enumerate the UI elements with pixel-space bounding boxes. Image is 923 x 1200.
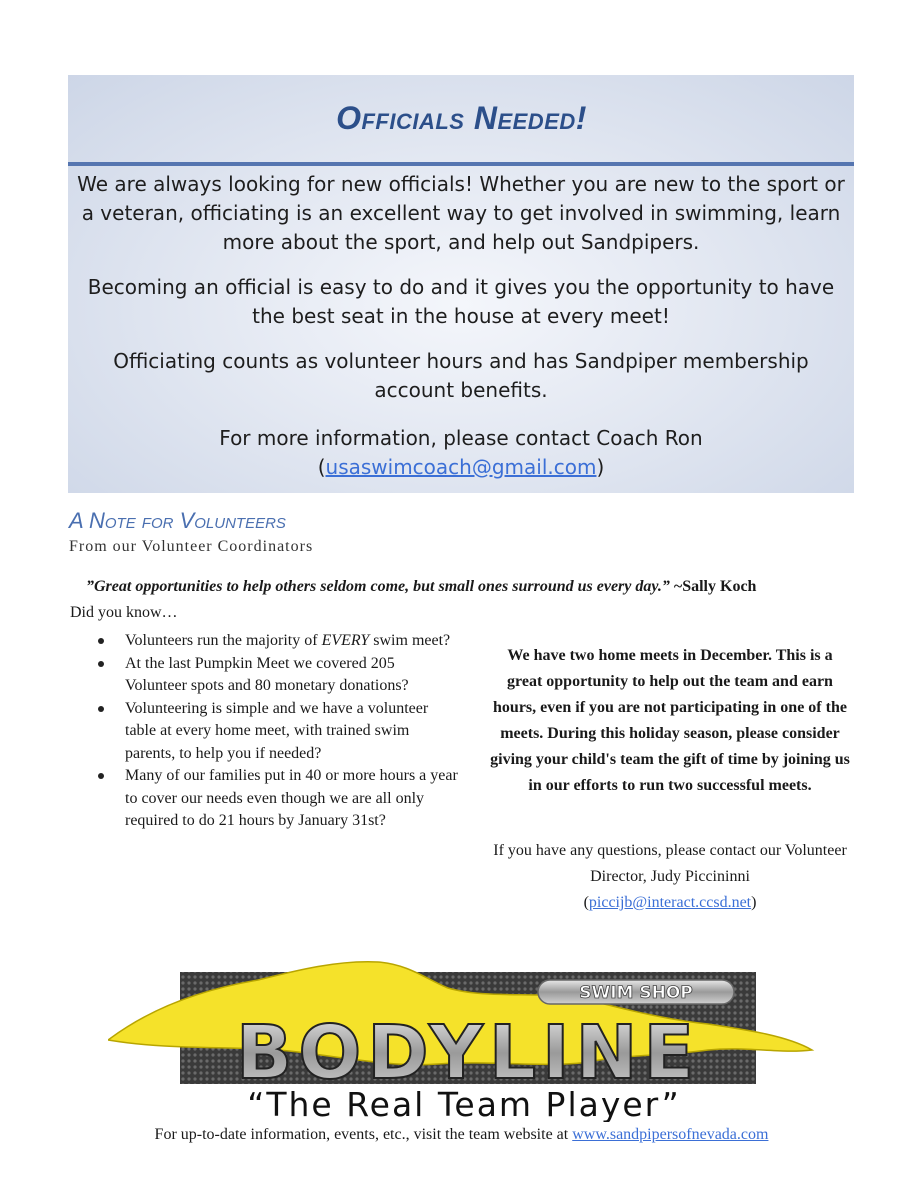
officials-paragraph-2: Becoming an official is easy to do and it gives you the opportunity to have the best seat in the house at every meet! [87,275,835,328]
facts-list [98,630,458,833]
paren-open: ( [317,455,326,479]
bullet-icon [98,773,104,779]
officials-paragraph-3: Officiating counts as volunteer hours and has Sandpiper membership account benefits. [113,349,809,402]
paren-close: ) [751,894,757,911]
quote-text: ”Great opportunities to help others seldom come, but small ones surround us every day.” [86,578,670,595]
bullet-text: Volunteers run the majority of [125,632,322,649]
bullet-icon [98,661,104,667]
list-item [98,653,458,698]
bodyline-wordmark: BODYLINE [235,1010,701,1096]
officials-title: Officials Needed! [336,100,587,136]
bullet-icon [98,638,104,644]
officials-contact [74,424,848,482]
coach-email-link[interactable]: usaswimcoach@gmail.com [325,455,597,479]
volunteers-subheading: From our Volunteer Coordinators [69,538,314,555]
quote-author: ~Sally Koch [669,578,757,595]
paren-open: ( [583,894,589,911]
bodyline-logo [108,950,820,1122]
bullet-text: Many of our families put in 40 or more hours a year to cover our needs even though we are all only required to do 21 hours by January 31st? [125,767,458,829]
list-item [98,698,458,766]
list-item [98,630,458,653]
quote [86,578,846,596]
did-you-know: Did you know… [70,604,178,621]
team-website-link[interactable]: www.sandpipersofnevada.com [572,1126,769,1143]
footer-text: For up-to-date information, events, etc., visit the team website at [154,1126,573,1143]
paren-close: ) [596,455,605,479]
bullet-emphasis: EVERY [321,632,370,649]
swim-shop-text: SWIM SHOP [579,983,693,1003]
officials-paragraph-1: We are always looking for new officials! Whether you are new to the sport or a veteran, officiating is an excellent way to get involved in swimming, learn more about the sport, and help out Sandpipers. [77,172,845,254]
questions-text: If you have any questions, please contact our Volunteer Director, Judy Piccininni [493,842,847,885]
footer [0,1126,923,1144]
home-meets-note: We have two home meets in December. This is a great opportunity to help out the team and earn hours, even if you are not participating in one of the meets. During this holiday season, please consider giving your child's team the gift of time by joining us in our efforts to run two successful meets. [490,647,850,794]
logo-tagline: “The Real Team Player” [247,1085,681,1122]
bullet-icon [98,706,104,712]
title-divider [68,162,854,166]
director-email-link[interactable]: piccijb@interact.ccsd.net [588,894,752,911]
volunteers-heading: A Note for Volunteers [69,508,286,533]
questions-note [490,838,850,916]
bullet-text: Volunteering is simple and we have a volunteer table at every home meet, with trained swim parents, to help you if needed? [125,699,429,762]
bullet-text: swim meet? [369,632,451,649]
list-item [98,765,458,833]
bullet-text: At the last Pumpkin Meet we covered 205 Volunteer spots and 80 monetary donations? [125,654,409,694]
contact-text: For more information, please contact Coach Ron [219,426,703,450]
